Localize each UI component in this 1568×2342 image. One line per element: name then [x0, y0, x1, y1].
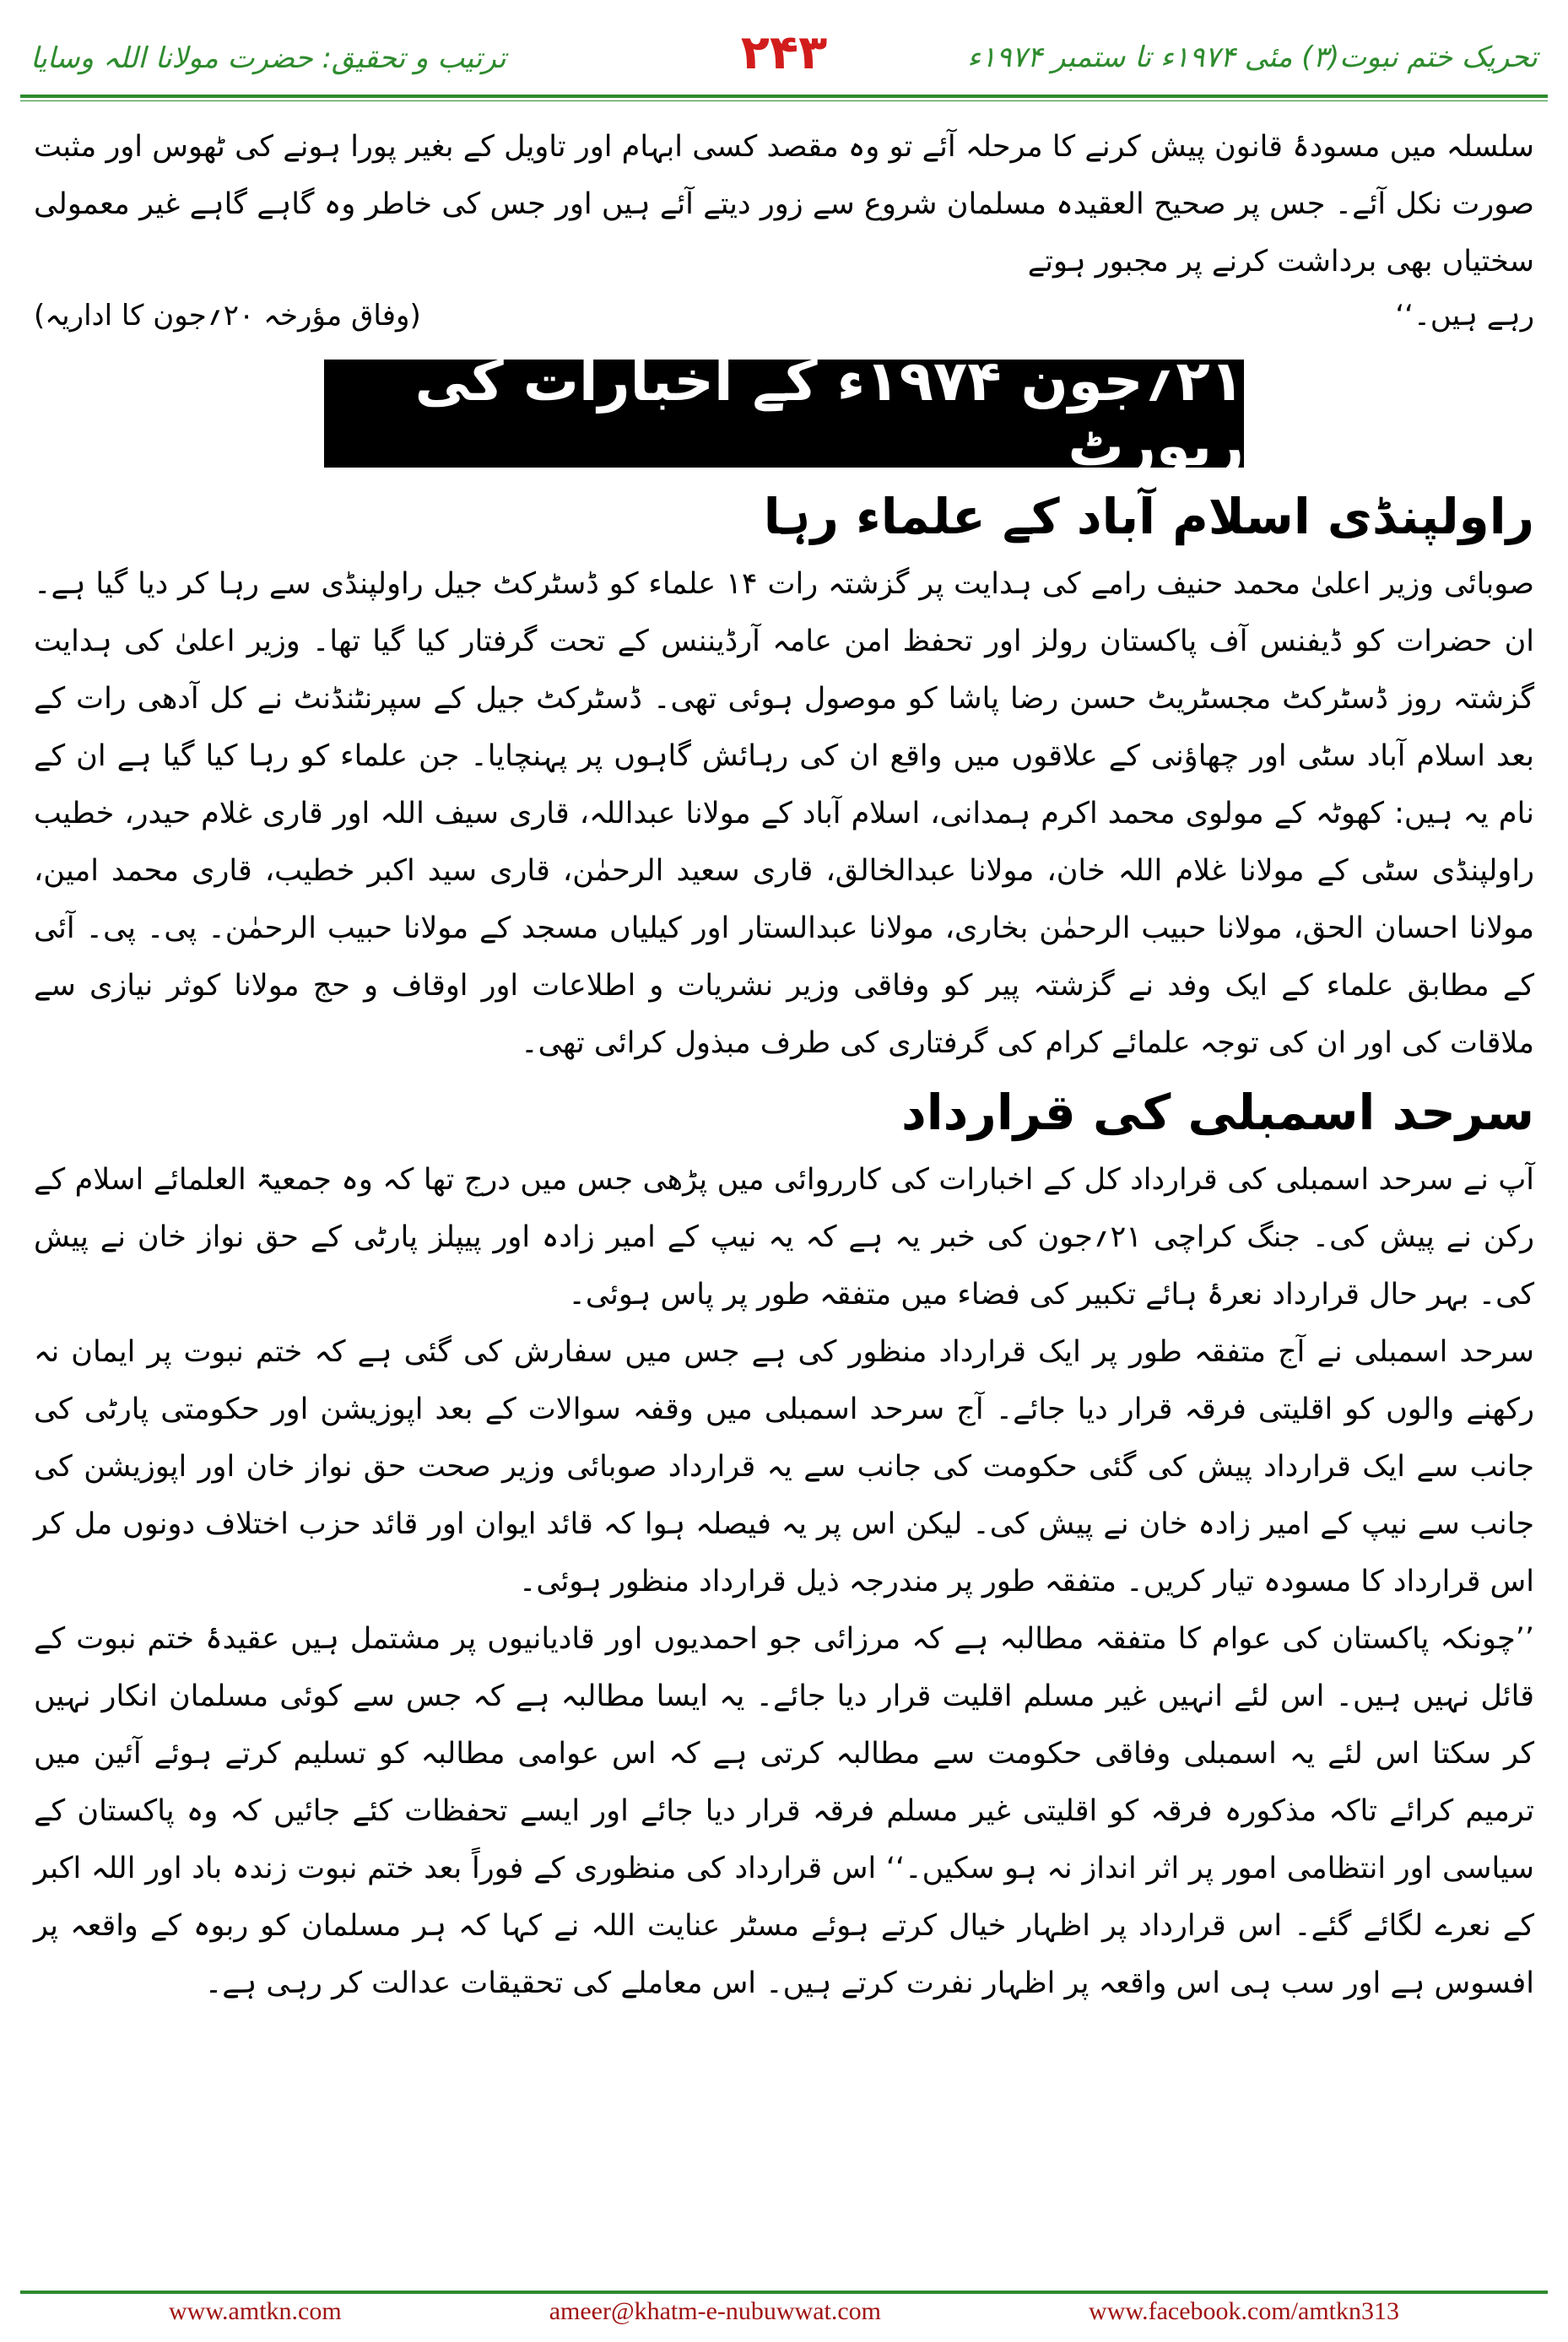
page-footer: [0, 2297, 1568, 2326]
section1-paragraph: صوبائی وزیر اعلیٰ محمد حنیف رامے کی ہدایت پر گزشتہ رات ۱۴ علماء کو ڈسٹرکٹ جیل راولپنڈی سے رہا کر دیا گیا ہے۔ ان حضرات کو ڈیفنس آف پاکستان رولز اور تحفظ امن عامہ آرڈیننس کے تحت گرفتار کیا گیا تھا۔ وزیر اعلیٰ کی ہدایت گزشتہ روز ڈسٹرکٹ مجسٹریٹ حسن رضا پاشا کو موصول ہوئی تھی۔ ڈسٹرکٹ جیل کے سپرنٹنڈنٹ نے کل آدھی رات کے بعد اسلام آباد سٹی اور چھاؤنی کے علاقوں میں واقع ان کی رہائش گاہوں پر پہنچایا۔ جن علماء کو رہا کیا گیا ہے ان کے نام یہ ہیں: کھوٹہ کے مولوی محمد اکرم ہمدانی، اسلام آباد کے مولانا عبداللہ، قاری سیف اللہ اور قاری غلام حیدر، خطیب راولپنڈی سٹی کے مولانا غلام اللہ خان، مولانا عبدالخالق، قاری سعید الرحمٰن، قاری سید اکبر خطیب، قاری محمد امین، مولانا احسان الحق، مولانا حبیب الرحمٰن بخاری، مولانا عبدالستار اور کیلیاں مسجد کے مولانا حبیب الرحمٰن۔ پی۔ پی۔ آئی کے مطابق علماء کے ایک وفد نے گزشتہ پیر کو وفاقی وزیر نشریات و اطلاعات اور اوقاف و حج مولانا کوثر نیازی سے ملاقات کی اور ان کی توجہ علمائے کرام کی گرفتاری کی طرف مبذول کرائی تھی۔: [34, 567, 1534, 1060]
intro-paragraph: سلسلہ میں مسودۂ قانون پیش کرنے کا مرحلہ آئے تو وہ مقصد کسی ابہام اور تاویل کے بغیر پورا ہونے کی ٹھوس اور مثبت صورت نکل آئے۔ جس پر صحیح العقیدہ مسلمان شروع سے زور دیتے آئے ہیں اور جس کی خاطر وہ گاہے گاہے غیر معمولی سختیاں بھی برداشت کرنے پر مجبور ہوتے: [34, 130, 1534, 279]
compiler-credit: ترتیب و تحقیق: حضرت مولانا اللہ وسایا: [30, 41, 506, 75]
footer-facebook-link[interactable]: www.facebook.com/amtkn313: [1089, 2297, 1399, 2325]
footer-rule: [20, 2291, 1548, 2294]
section2-paragraph-3: ’’چونکہ پاکستان کی عوام کا متفقہ مطالبہ ہے کہ مرزائی جو احمدیوں اور قادیانیوں پر مشتمل ہیں عقیدۂ ختم نبوت کے قائل نہیں ہیں۔ اس لئے انہیں غیر مسلم اقلیت قرار دیا جائے۔ یہ ایسا مطالبہ ہے کہ جس سے کوئی مسلمان انکار نہیں کر سکتا اس لئے یہ اسمبلی وفاقی حکومت سے مطالبہ کرتی ہے کہ اس عوامی مطالبہ کو تسلیم کرتے ہوئے آئین میں ترمیم کرائے تاکہ مذکورہ فرقہ کو اقلیتی غیر مسلم فرقہ قرار دیا جائے اور ایسے تحفظات کئے جائیں کہ وہ پاکستان کے سیاسی اور انتظامی امور پر اثر انداز نہ ہو سکیں۔‘‘ اس قرارداد کی منظوری کے فوراً بعد ختم نبوت زندہ باد اور اللہ اکبر کے نعرے لگائے گئے۔ اس قرارداد پر اظہار خیال کرتے ہوئے مسٹر عنایت اللہ نے کہا کہ ہر مسلمان کو ربوہ کے واقعہ پر افسوس ہے اور سب ہی اس واقعہ پر اظہار نفرت کرتے ہیں۔ اس معاملے کی تحقیقات عدالت کر رہی ہے۔: [34, 1622, 1534, 2000]
section1-heading: راولپنڈی اسلام آباد کے علماء رہا: [763, 488, 1534, 545]
header-rule: [20, 95, 1548, 98]
page-content: [34, 118, 1534, 2012]
page-header: [0, 0, 1568, 101]
section2-paragraph-2: سرحد اسمبلی نے آج متفقہ طور پر ایک قرارداد منظور کی ہے جس میں سفارش کی گئی ہے کہ ختم نبوت پر ایمان نہ رکھنے والوں کو اقلیتی فرقہ قرار دیا جائے۔ آج سرحد اسمبلی میں وقفہ سوالات کے بعد اپوزیشن اور حکومتی پارٹی کی جانب سے ایک قرارداد پیش کی گئی حکومت کی جانب سے یہ قرارداد صوبائی وزیر صحت حق نواز خان اور اپوزیشن کی جانب سے نیپ کے امیر زادہ خان نے پیش کی۔ لیکن اس پر یہ فیصلہ ہوا کہ قائد ایوان اور قائد حزب اختلاف دونوں مل کر اس قرارداد کا مسودہ تیار کریں۔ متفقہ طور پر مندرجہ ذیل قرارداد منظور ہوئی۔: [34, 1335, 1535, 1598]
section-banner: ۲۱؍جون ۱۹۷۴ء کے اخبارات کی رپورٹ: [324, 360, 1244, 468]
page-number: ۲۴۳: [740, 25, 828, 80]
intro-end: رہے ہیں۔‘‘: [1395, 299, 1534, 333]
intro-end-line: [34, 290, 1534, 341]
intro-source: (وفاق مؤرخہ ۲۰؍جون کا اداریہ): [34, 299, 421, 333]
section2-paragraph-1: آپ نے سرحد اسمبلی کی قرارداد کل کے اخبارات کی کارروائی میں پڑھی جس میں درج تھا کہ وہ جمعیۃ العلمائے اسلام کے رکن نے پیش کی۔ جنگ کراچی ۲۱؍جون کی خبر یہ ہے کہ یہ نیپ کے امیر زادہ اور پیپلز پارٹی کے حق نواز خان نے پیش کی۔ بہر حال قرارداد نعرۂ ہائے تکبیر کی فضاء میں متفقہ طور پر پاس ہوئی۔: [34, 1163, 1534, 1312]
section2-heading: سرحد اسمبلی کی قرارداد: [901, 1084, 1534, 1141]
footer-email-link[interactable]: ameer@khatm-e-nubuwwat.com: [549, 2297, 882, 2325]
header-rule-thin: [20, 100, 1548, 101]
book-title: تحریک ختم نبوت(۳) مئی ۱۹۷۴ء تا ستمبر ۱۹۷۴ء: [967, 41, 1538, 74]
footer-website-link[interactable]: www.amtkn.com: [169, 2297, 342, 2325]
